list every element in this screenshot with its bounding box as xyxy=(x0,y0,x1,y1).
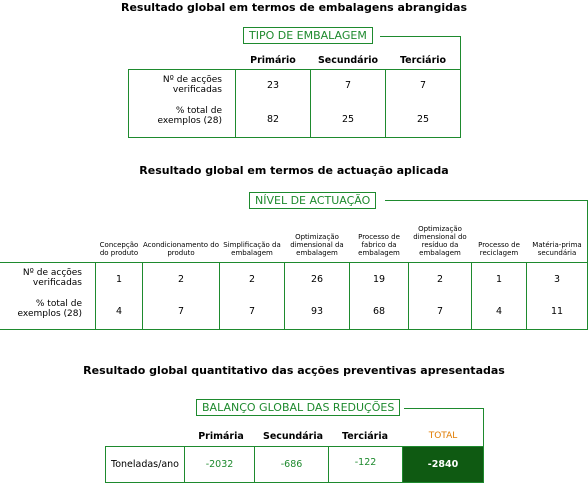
s2-cell: 7 xyxy=(248,306,256,317)
s1-col-header: Terciário xyxy=(399,55,447,66)
s2-cell: 93 xyxy=(310,306,324,317)
s3-col-header: Terciária xyxy=(342,431,388,442)
s2-col-header: Acondicionamento do produto xyxy=(143,241,219,257)
s3-total-header: TOTAL xyxy=(428,431,458,441)
s2-cell: 7 xyxy=(177,306,185,317)
s2-col-header: Processo de fabrico da embalagem xyxy=(358,233,400,257)
s2-cell: 68 xyxy=(372,306,386,317)
s2-row-label: Nº de acções verificadas xyxy=(22,268,82,288)
s3-cell: -686 xyxy=(280,459,303,470)
s3-total-value: -2840 xyxy=(427,459,459,470)
section3-label: BALANÇO GLOBAL DAS REDUÇÕES xyxy=(196,399,400,416)
s2-row-label: % total de exemplos (28) xyxy=(17,299,82,319)
s1-cell: 7 xyxy=(419,80,427,91)
s2-col-header: Simplificação da embalagem xyxy=(223,241,281,257)
s1-cell: 23 xyxy=(266,80,280,91)
s1-cell: 82 xyxy=(266,114,280,125)
s2-cell: 4 xyxy=(495,306,503,317)
s3-col-header: Primária xyxy=(198,431,244,442)
s1-cell: 25 xyxy=(341,114,355,125)
s3-cell: -2032 xyxy=(205,459,234,470)
section3-title: Resultado global quantitativo das acções preventivas apresentadas xyxy=(83,364,505,377)
s2-cell: 1 xyxy=(495,274,503,285)
s1-cell: 7 xyxy=(344,80,352,91)
s2-cell: 26 xyxy=(310,274,324,285)
s2-col-header: Optimização dimensional da embalagem xyxy=(290,233,344,257)
s2-cell: 4 xyxy=(115,306,123,317)
s3-row-label: Toneladas/ano xyxy=(111,459,179,470)
section1-label: TIPO DE EMBALAGEM xyxy=(243,27,373,44)
s1-col-header: Secundário xyxy=(317,55,379,66)
s2-cell: 1 xyxy=(115,274,123,285)
s2-col-header: Optimização dimensional do resíduo da embalagem xyxy=(413,225,467,257)
s2-cell: 2 xyxy=(248,274,256,285)
s2-col-header: Matéria-prima secundária xyxy=(532,241,582,257)
s2-cell: 7 xyxy=(436,306,444,317)
s1-row-label: Nº de acções verificadas xyxy=(162,75,222,95)
s2-table-box xyxy=(0,262,588,330)
s2-cell: 11 xyxy=(550,306,564,317)
section2-title: Resultado global em termos de actuação aplicada xyxy=(139,164,449,177)
section1-title: Resultado global em termos de embalagens abrangidas xyxy=(121,1,467,14)
s2-cell: 19 xyxy=(372,274,386,285)
s2-cell: 2 xyxy=(177,274,185,285)
s3-col-header: Secundária xyxy=(262,431,323,442)
s2-cell: 3 xyxy=(553,274,561,285)
s1-cell: 25 xyxy=(416,114,430,125)
s2-col-header: Processo de reciclagem xyxy=(478,241,520,257)
section2-label: NÍVEL DE ACTUAÇÃO xyxy=(249,192,376,209)
s1-row-label: % total de exemplos (28) xyxy=(157,106,222,126)
s3-cell: -122 xyxy=(354,457,377,468)
s2-cell: 2 xyxy=(436,274,444,285)
s2-col-header: Concepção do produto xyxy=(99,241,139,257)
s1-col-header: Primário xyxy=(250,55,296,66)
